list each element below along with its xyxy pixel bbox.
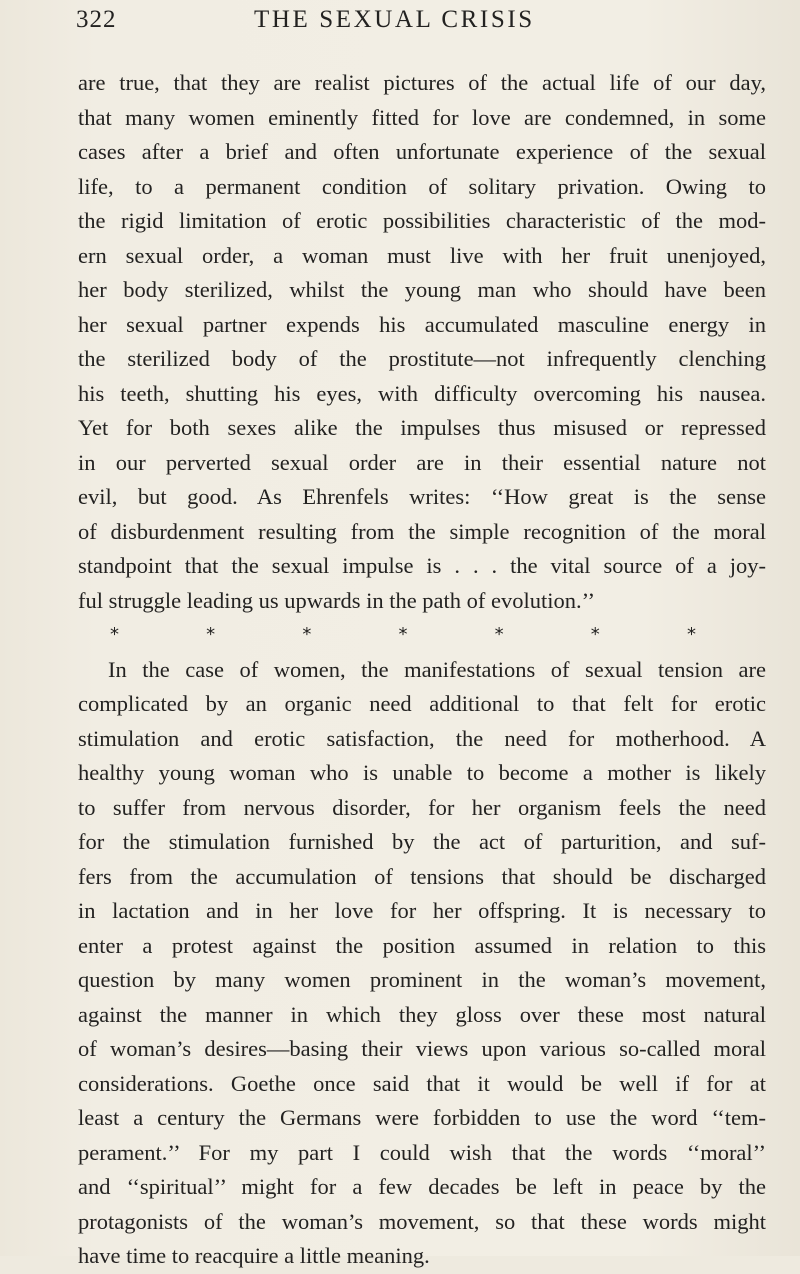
running-title: THE SEXUAL CRISIS — [254, 6, 535, 33]
text-line: in our perverted sexual order are in their essential nature not — [78, 449, 766, 475]
separator-asterisk: * — [206, 624, 216, 645]
text-line: healthy young woman who is unable to become a mother is likely — [78, 760, 766, 785]
text-line: of woman’s desires—basing their views upon various so-called moral — [78, 1036, 766, 1061]
separator-asterisk: * — [686, 624, 696, 645]
text-line: question by many women prominent in the woman’s movement, — [78, 967, 766, 992]
text-line: have time to reacquire a little meaning. — [78, 1243, 430, 1268]
text-line: fers from the accumulation of tensions that should be discharged — [78, 863, 766, 889]
text-line: stimulation and erotic satisfaction, the need for motherhood. A — [78, 725, 766, 751]
text-line: cases after a brief and often unfortunate experience of the sexual — [78, 139, 766, 164]
page-number: 322 — [76, 6, 117, 33]
body-text — [78, 66, 766, 1274]
text-line: that many women eminently fitted for love are condemned, in some — [78, 104, 766, 130]
text-line: of disburdenment resulting from the simple recognition of the moral — [78, 518, 766, 544]
text-line: complicated by an organic need additional to that felt for erotic — [78, 691, 766, 716]
text-line: protagonists of the woman’s movement, so that these words might — [78, 1208, 766, 1234]
text-line: the rigid limitation of erotic possibilities characteristic of the mod- — [78, 208, 766, 233]
paragraph-2 — [78, 653, 766, 1274]
text-line: her sexual partner expends his accumulated masculine energy in — [78, 311, 766, 337]
paragraph-1 — [78, 66, 766, 618]
text-line: least a century the Germans were forbidden to use the word ‘‘tem- — [78, 1105, 766, 1130]
text-line: to suffer from nervous disorder, for her organism feels the need — [78, 794, 766, 820]
text-line: Yet for both sexes alike the impulses thus misused or repressed — [78, 415, 766, 440]
text-line: against the manner in which they gloss over these most natural — [78, 1001, 766, 1027]
text-line: and ‘‘spiritual’’ might for a few decades be left in peace by the — [78, 1174, 766, 1199]
text-line: considerations. Goethe once said that it would be well if for at — [78, 1070, 766, 1096]
text-line: the sterilized body of the prostitute—not infrequently clenching — [78, 346, 766, 371]
separator-asterisk: * — [494, 624, 504, 645]
text-line: ern sexual order, a woman must live with her fruit unenjoyed, — [78, 242, 766, 268]
text-line: ful struggle leading us upwards in the path of evolution.’’ — [78, 587, 595, 613]
text-line: evil, but good. As Ehrenfels writes: ‘‘How great is the sense — [78, 484, 766, 509]
text-line: In the case of women, the manifestations of sexual tension are — [108, 656, 766, 682]
text-line: her body sterilized, whilst the young man who should have been — [78, 277, 766, 302]
separator-asterisk: * — [590, 624, 600, 645]
text-line: his teeth, shutting his eyes, with difficulty overcoming his nausea. — [78, 380, 766, 406]
text-line: standpoint that the sexual impulse is . . . the vital source of a joy- — [78, 553, 766, 578]
section-separator — [78, 618, 766, 653]
page-header — [76, 6, 764, 46]
separator-asterisk: * — [398, 624, 408, 645]
text-line: for the stimulation furnished by the act of parturition, and suf- — [78, 829, 766, 854]
separator-asterisk: * — [302, 624, 312, 645]
text-line: enter a protest against the position assumed in relation to this — [78, 932, 766, 958]
text-line: life, to a permanent condition of solitary privation. Owing to — [78, 173, 766, 199]
separator-asterisk: * — [110, 624, 119, 645]
text-line: in lactation and in her love for her offspring. It is necessary to — [78, 898, 766, 923]
text-line: are true, that they are realist pictures of the actual life of our day, — [78, 70, 766, 95]
text-line: perament.’’ For my part I could wish that the words ‘‘moral’’ — [78, 1139, 766, 1165]
